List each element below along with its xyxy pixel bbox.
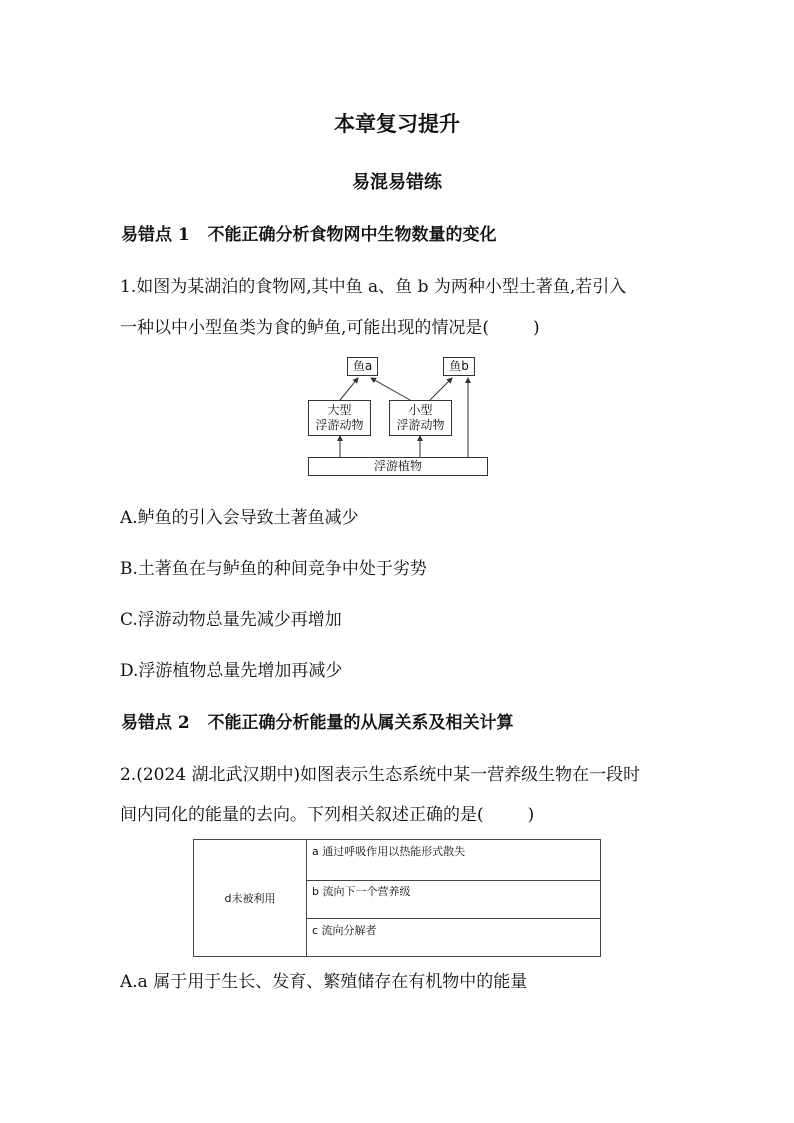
error-point-2-heading: [121, 708, 514, 733]
node-large-zooplankton-line1: 大型: [327, 403, 352, 417]
q1-option-a: A.鲈鱼的引入会导致土著鱼减少: [120, 508, 359, 528]
cell-b-next-level: b 流向下一个营养级: [312, 885, 411, 898]
node-fish-a: 鱼a: [347, 357, 378, 376]
node-phytoplankton: 浮游植物: [308, 457, 488, 476]
energy-flow-table: [193, 839, 601, 957]
cell-d-unused: d未被利用: [194, 840, 307, 956]
table-divider-1: [307, 880, 600, 881]
cell-a-respiration: a 通过呼吸作用以热能形式散失: [312, 845, 466, 858]
q1-stem-line1: 1.如图为某湖泊的食物网,其中鱼 a、鱼 b 为两种小型土著鱼,若引入: [120, 277, 627, 297]
node-large-zooplankton-line2: 浮游动物: [315, 418, 364, 432]
food-web-diagram: [305, 353, 490, 479]
q1-option-d: D.浮游植物总量先增加再减少: [120, 661, 343, 681]
q2-stem-line1: 2.(2024 湖北武汉期中)如图表示生态系统中某一营养级生物在一段时: [120, 765, 641, 785]
q2-option-a: A.a 属于用于生长、发育、繁殖储存在有机物中的能量: [120, 972, 528, 992]
error-point-1-text: 不能正确分析食物网中生物数量的变化: [207, 225, 497, 245]
q1-stem-close-bracket: ): [533, 318, 540, 338]
node-small-zooplankton: [389, 400, 452, 436]
table-divider-2: [307, 918, 600, 919]
error-point-1-heading: [121, 220, 497, 245]
error-point-2-text: 不能正确分析能量的从属关系及相关计算: [207, 713, 514, 733]
error-point-1-label: 易错点 1: [121, 225, 190, 245]
node-fish-b: 鱼b: [443, 357, 475, 376]
q1-option-c: C.浮游动物总量先减少再增加: [120, 610, 342, 630]
q1-stem-line2-text: 一种以中小型鱼类为食的鲈鱼,可能出现的情况是(: [120, 318, 490, 338]
cell-c-decomposers: c 流向分解者: [312, 924, 377, 937]
page-title: 本章复习提升: [334, 111, 460, 136]
q1-stem-line2: [120, 313, 540, 338]
section-subtitle: 易混易错练: [352, 172, 442, 193]
node-small-zooplankton-line2: 浮游动物: [396, 418, 445, 432]
q2-stem-line2: [120, 800, 534, 825]
error-point-2-label: 易错点 2: [121, 713, 190, 733]
node-small-zooplankton-line1: 小型: [408, 403, 433, 417]
q2-stem-line2-text: 间内同化的能量的去向。下列相关叙述正确的是(: [120, 805, 484, 825]
q2-stem-close-bracket: ): [527, 805, 535, 825]
node-large-zooplankton: [308, 400, 371, 436]
q1-option-b: B.土著鱼在与鲈鱼的种间竞争中处于劣势: [120, 559, 427, 579]
